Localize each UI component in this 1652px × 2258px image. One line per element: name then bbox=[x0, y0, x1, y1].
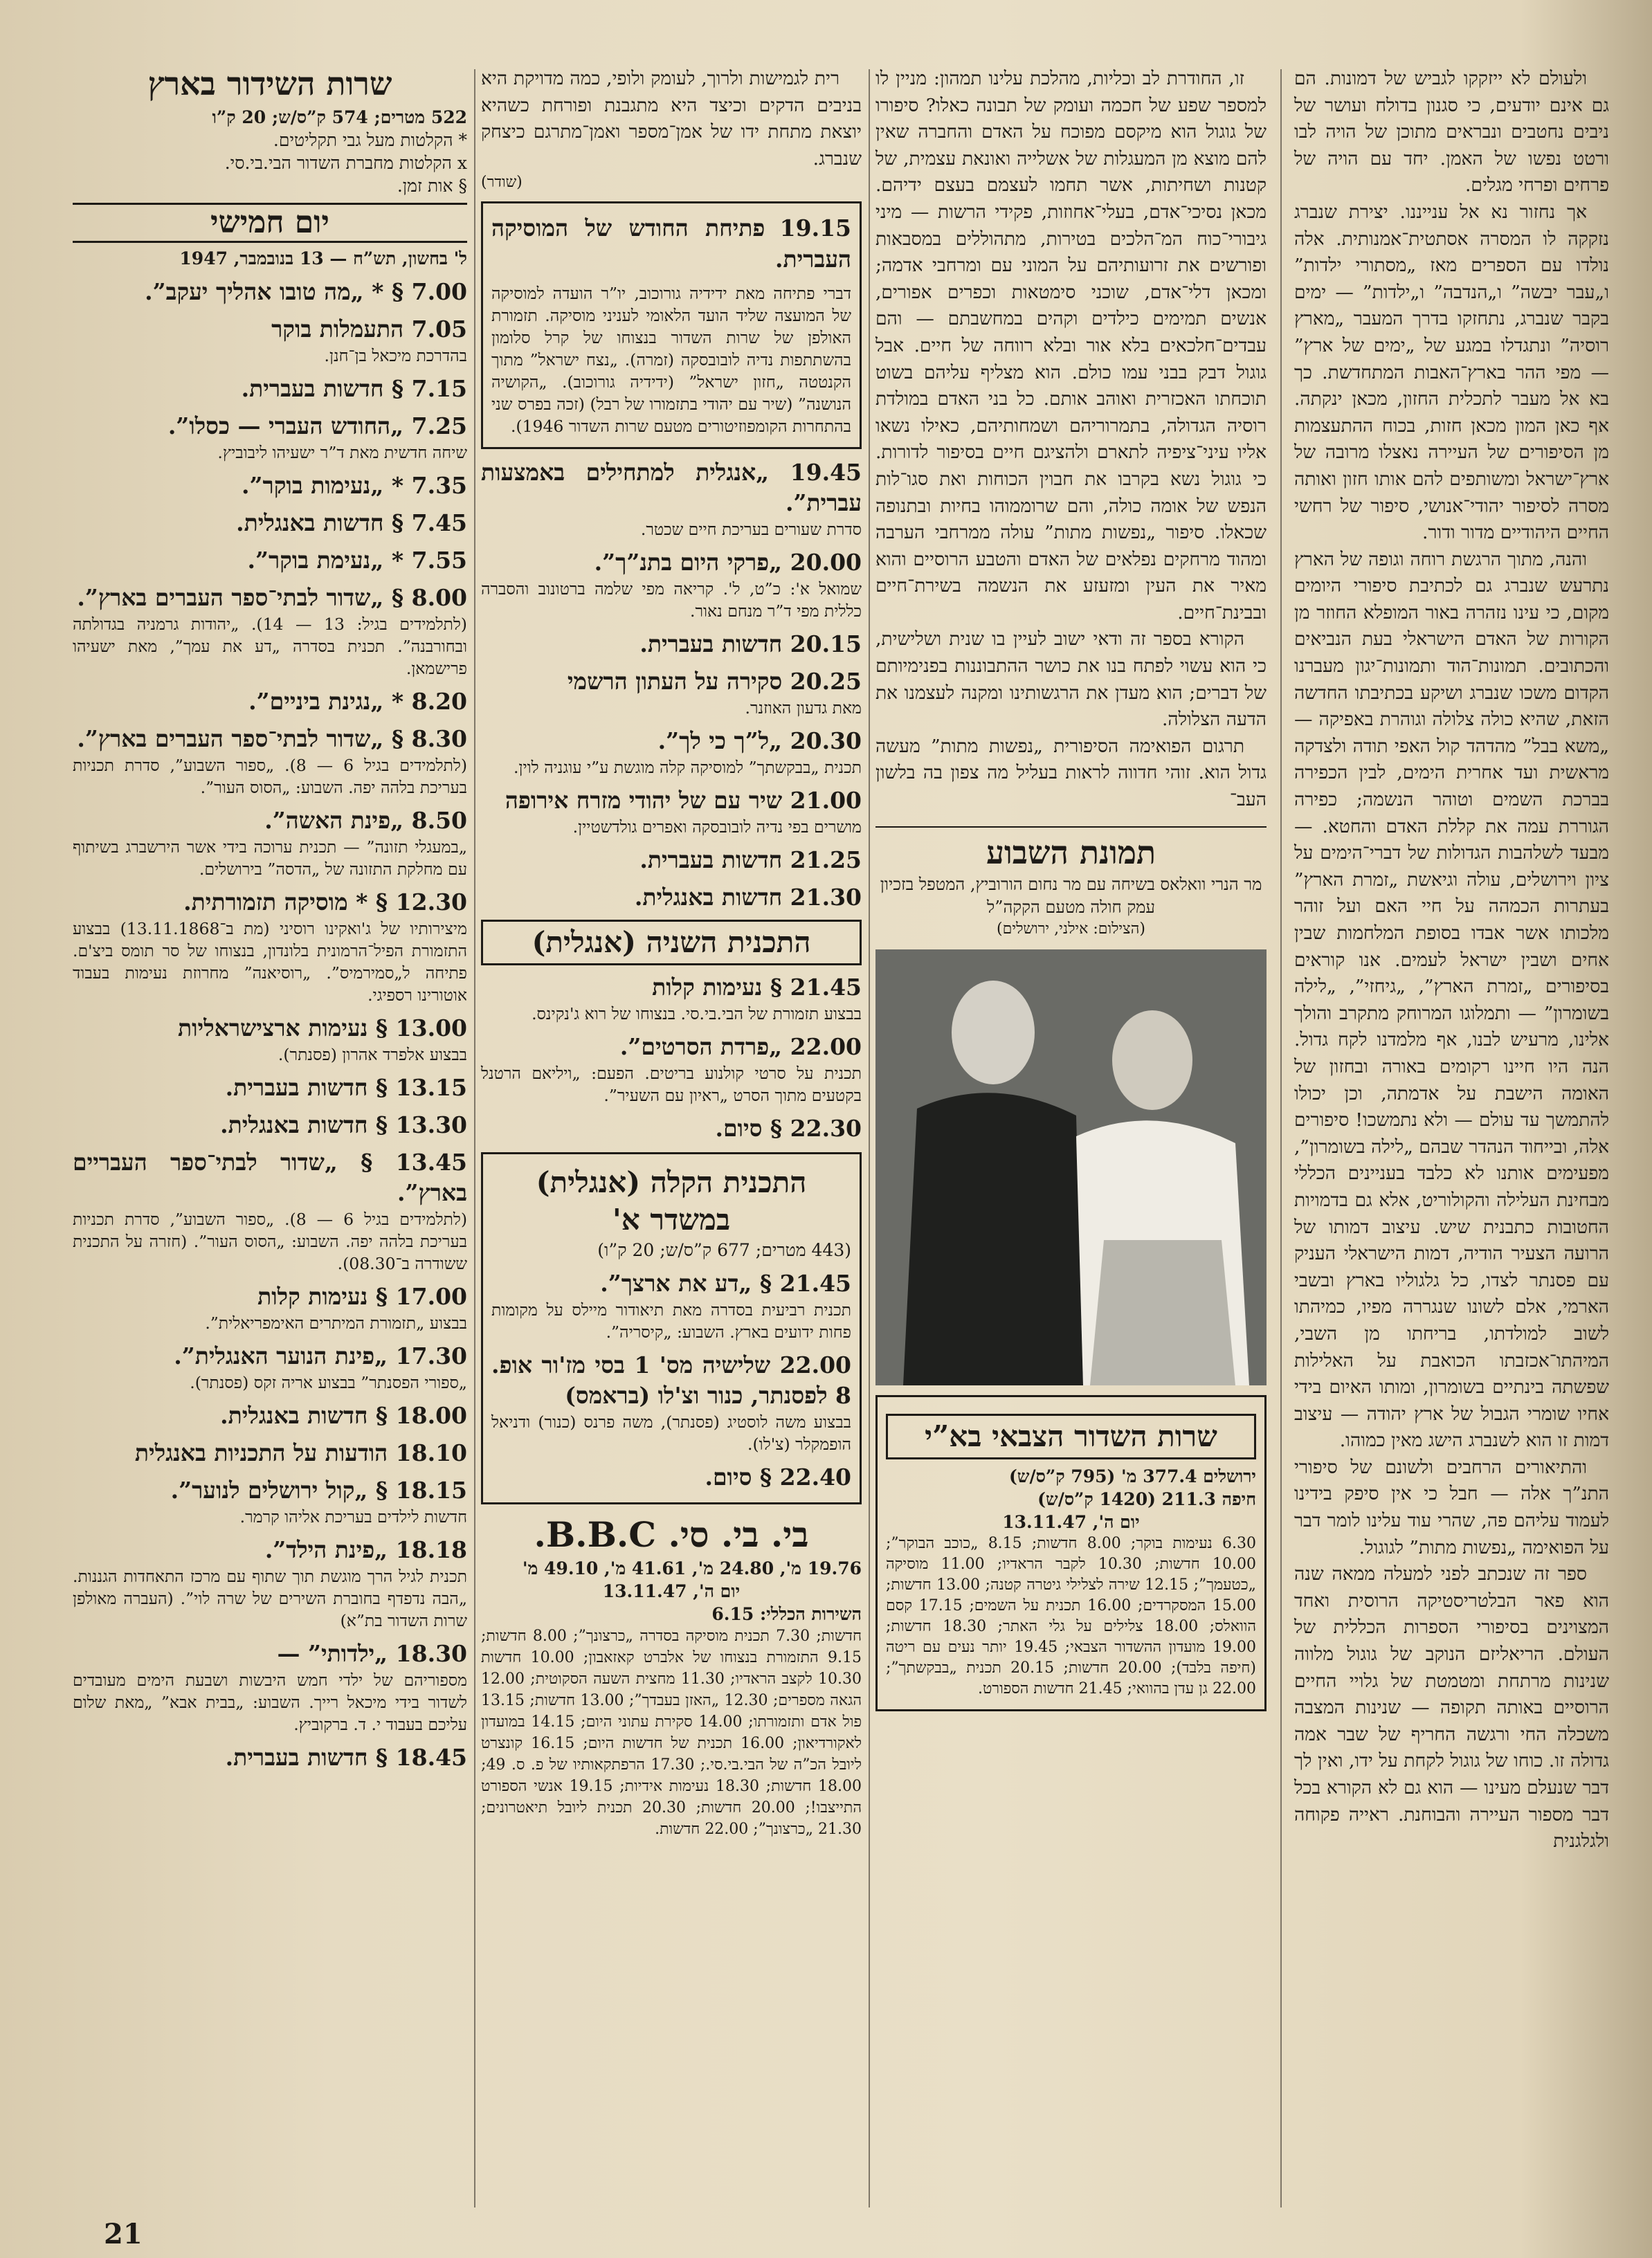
column-divider bbox=[1280, 69, 1282, 2207]
listing-item: 13.00 § נעימות ארצישראליות בבצוע אלפרד אהרון (פסנתר). bbox=[177, 1014, 467, 1064]
listing-item: 20.15 חדשות בעברית. bbox=[639, 630, 862, 657]
listing-item: 22.30 § סיום. bbox=[715, 1114, 862, 1142]
column-divider bbox=[474, 69, 475, 2207]
listing-item: 8.00 § „שדור לבתי־ספר העברים בארץ”. (לתלמידים בגיל: 13 — 14). „יהודות גרמניה בגדולתה ובחורבנה”. תכנית בסדרה „דע את עמך”, מאת ישעיהו פרישמאן. bbox=[73, 584, 467, 678]
listing-item: 18.30 „ילדותי” — מספוריהם של ילדי חמש היבשות ושבעת הימים מעובדים לשדור בידי מיכאל רייך. השבוע: „בבית אבא” „מאת שלום עליכם בעבוד י. ד. ברקוביץ. bbox=[73, 1640, 467, 1734]
listing-item: 7.15 § חדשות בעברית. bbox=[241, 375, 467, 402]
listing-item: 18.45 § חדשות בעברית. bbox=[225, 1744, 467, 1771]
listing-item: 7.55 * „נעימת בוקר”. bbox=[247, 547, 467, 574]
article-paragraph: תרגום הפואימה הסיפורית „נפשות מתות” מעשה גדול הוא. זוהי חדווה לראות בעליל מה צפון בה בלשון העב־ bbox=[875, 735, 1267, 811]
listing-item: 22.00 „פרדת הסרטים”. תכנית על סרטי קולנוע בריטים. הפעם: „ויליאם הרטנל בקטעים מתוך הסרט „ראיון עם השעיר”. bbox=[481, 1032, 862, 1105]
legend-bbc-recordings: x הקלטות מחברת השדור הבי.בי.סי. bbox=[224, 153, 467, 173]
listing-item: 21.45 § „דע את ארצך”. תכנית רביעית בסדרה מאת תיאודור מיילס על מקומות פחות ידועים בארץ. השבוע: „קיסריה”. bbox=[491, 1269, 851, 1342]
bbc-date: יום ה', 13.11.47 bbox=[602, 1581, 741, 1601]
listing-item: 21.25 חדשות בעברית. bbox=[639, 846, 862, 873]
listing-item: 7.05 התעמלות בוקר בהדרכת מיכאל בן־חנן. bbox=[271, 316, 467, 365]
day-date: ל' בחשון, תש”ח — 13 בנובמבר, 1947 bbox=[179, 248, 467, 268]
article-paragraph: הקורא בספר זה ודאי ישוב לעיין בו שנית ושלישית, כי הוא עשוי לפתח בנו את כושר ההתבוננות בפנימיותם של דברים; הוא מעדן את הרגשותינו ומקנה לעצמנו את הדעה הצלולה. bbox=[875, 628, 1267, 731]
listing-item: 18.00 § חדשות באנגלית. bbox=[220, 1402, 467, 1429]
photo-illustration bbox=[875, 949, 1267, 1385]
listing-item: 18.15 § „קול ירושלים לנוער”. חדשות לילדים בעריכת אליהו קרמר. bbox=[170, 1477, 467, 1527]
listing-item: 20.00 „פרקי היום בתנ”ך”. שמואל א': כ”ט, ל'. קריאה מפי שלמה ברטונוב והסברה כללית מפי ד”ר מנחם נאור. bbox=[481, 548, 862, 621]
army-broadcast-box bbox=[875, 1395, 1267, 1711]
listing-item: 18.18 „פינת הילד”. תכנית לגיל הרך מוגשת תוך שתוף עם מרכז התאחדות הגננות. „הבה נדפדף בחוברת השירים של שרה לוי”. (העברה מאולפן שרות השדור בת”א) bbox=[73, 1536, 467, 1630]
article-paragraph: ספר זה שנכתב לפני למעלה ממאה שנה הוא פאר הבלטריסטיקה הרוסית ואחד המצוינים בסיפורי הספרות הכללית של העולם. הריאליזם הנוקב של גוגול מלווה שנינות מרתחת ומטמטת של גלויי החיים הרוסיים באותה תקופה — שנינות המצבה משכלה החי ורגשה החריף של שבר אמה גדולה זו. כוחו של גוגול לקחת על ידו, ואין לך דבר שנעלם מעינו — הוא גם לא הקורא בכל דבר מספור העיירה והבוחנת. ראייה פקוחה ולגלגנית bbox=[1294, 1563, 1609, 1852]
listings-column-middle bbox=[481, 66, 862, 1840]
army-broadcast-title: שרות השדור הצבאי בא”י bbox=[886, 1414, 1256, 1459]
photo-credit: (הצילום: אילני, ירושלים) bbox=[997, 920, 1145, 938]
listing-item: 8.50 „פינת האשה”. „במעגלי תזונה” — תכנית ערוכה בידי אשר הירשברג בשיתוף עם מחלקת התזונה של „הדסה” בירושלים. bbox=[73, 807, 467, 879]
army-frequency-jerusalem: ירושלים 377.4 מ' (795 ק”ס/ש) bbox=[1008, 1466, 1256, 1486]
listing-item: 7.25 „החודש העברי — כסלו”. שיחה חדשית מאת ד”ר ישעיהו ליבוביץ. bbox=[167, 412, 467, 462]
listing-item: 17.00 § נעימות קלות בבצוע „תזמורת המיתרים האימפריאלית”. bbox=[205, 1283, 467, 1333]
light-program-frequency: (443 מטרים; 677 ק”ס/ש; 20 ק”ו) bbox=[597, 1239, 851, 1260]
article-paragraph: והנה, מתוך הרגשת רוחה וגופה של הארץ נתרעש שנברג גם לכתיבת סיפורי היומים מקום, כי עינו נזהרה באור המופלא החוזר מן הקורות של האדם הישראלי בעת הנביאים והכתובים. תמונות־הוד ותמונות־יגון מעברנו הקדום משכו שנברג ושיקע בכתיבתו החדשה הזאת, שהיא כולה צלולה וגוהרת באפיקה — „משא בבל” מהדהד קול האפי תודה ולצדקה מראשית ועד אחרית הימים, לבין הכפירה בברכת השמים וטוהר הנשמה; כפירה הגוררת עמה את קללת האדם והחטא. — מבעד לשלהבות הגדולות של דברי־הימים על ציון וירושלים, עולה וגיאשת „זמרת הארץ” בעתרות הכמהה על חיי האם ועל זוהר מלכותו אשר אבדו בסופת המלחמות שבין אחים ושבין ישראל לעמים. אנו קוראים בסיפורים „זמרת הארץ”, „גיחזי”, „לילה בשומרון” — ותמלוגו המרוחק מתקרב והולך אלינו, מרעיש לבנו, אף מלמדנו לקח גדול. הנה היו חיינו רקומים באורה ובחזון של האומה הישבת על אדמתה, וכן יכולו להתמשך עד עולם — ולא נתמשכו! סיפורים אלה, ובייחוד הנהדר שבהם „לילה בשומרון”, מפעימים אותנו לא כלבד בעניינים הכללי מבחינת העלילה והקולוריט, אלא גם בדמויות החטובות כתבנית שיש. עיצוב דמותו של הרועה הצעיר הודיה, דמות הישראלי העניק עם פסנתר לצדו, כל גלגוליו בארץ ובשבי הארמי, אלם לשונו שנגררה מפיו, כמיהתו לשוב למולדתו, בריחתו מן השבי, המיהתו־אכזבתו הכואבת על האלילות שפשתה בינתיים בשומרון, ומותו האיום בידי אחיו שומרי הגבול של ארץ יהודה — עיצוב דמות זו הוא לשנברג הישג מאין כמוהו. bbox=[1294, 548, 1609, 1452]
column-divider bbox=[869, 69, 870, 2207]
listing-item: 18.10 הודעות על התכניות באנגלית bbox=[134, 1439, 467, 1466]
listing-item: 13.15 § חדשות בעברית. bbox=[225, 1074, 467, 1101]
bbc-frequencies: 19.76 מ', 24.80 מ', 41.61 מ', 49.10 מ' bbox=[522, 1558, 862, 1578]
radio-service-frequency: 522 מטרים; 574 ק”ס/ש; 20 ק”ו bbox=[212, 107, 467, 127]
article-column-right bbox=[1294, 66, 1609, 1855]
listing-description: דברי פתיחה מאת ידידיה גורוכוב, יו”ר הועדה למוסיקה של המועצה שליד הועד הלאומי לעניני מוסיקה. תזמורת האולפן של שרות השדור בנצוחו של קרל סלומון בהשתתפות נדיה לובובסקה (זמרה). „נצח ישראל” מתוך הקנטטה „חזון ישראל” (ידידיה גורוכוב). „הקושיה הנושנה” (שיר עם יהודי בתזמורו של רבל) (זכה בפרס שני בהתחרות הקומפוזיטורים מטעם שרות השדור 1946). bbox=[491, 283, 851, 436]
bbc-section bbox=[481, 1513, 862, 1840]
article-paragraph: ולעולם לא ייזקקו לגביש של דמונות. הם גם אינם יודעים, כי סגנון בדולח ועושר של ניבים נחטבים ונבראים מתוכן של הויה לבו ורטט נפשו של האמן. יחד עם הויה של פרחים ופרחי מגלים. bbox=[1294, 68, 1609, 197]
listing-item: 21.30 חדשות באנגלית. bbox=[634, 883, 862, 911]
music-month-box bbox=[481, 201, 862, 448]
bbc-subtitle: השירות הכללי: 6.15 bbox=[711, 1603, 862, 1624]
article-paragraph: זו, החודרת לב וכליות, מהלכת עלינו תמהון: מניין לו למספר שפע של חכמה ועומק של תבונה כאלו? סיפורו של גוגול הוא מיקסם מפוכח על האדם והחברה שאין להם מוצא מן המעגלות של אשלייה ואונאת עצמית, של קטנות ושחיתות, אשר תחמו לעצמם בעצם ידיהם. מכאן נסיכי־אדם, בעלי־אחוזות, פקידי הרשות — מיני גיבורי־כוח המ־הלכים בטירות, מתהוללים במסבאות ופורשים את זרועותיהם על המוני עם ומרחבי אדמה; ומכאן דלי־אדם, שוכני סימטאות וכפרים אפורים, אנשים תמימים כילדים וקהים במחשבתם — והם עבדים־חלכאים בלא אור ובלא רווחה של חיים. אבל גוגול דבק בבני עמו כולם. הוא מצליף עליהם בשוט תוכחתו האכזרית ואוהב אותם. כל בני האדם במולדת רוסיה הגדולה, בתמרוריהם ושמחותיהם, כאילו נשאו אליו עיני־ציפיה לתארם ולהציגם חיים בסיפור לדורות. כי גוגול נשא בקרבו את חבוין הכוחות ואת סגו־לות הנפש של אומה כולה, והם שרוממוהו בחיות ובתנופה שכאלו. סיפור „נפשות מתות” עולה ממרחבי הערבה ומהוד מרחקים נפלאים של האדם והטבע הרוסיים והוא מאיר את העין ומזעזע את הנשמה בשירת־חיים ובבינת־חיים. bbox=[875, 68, 1267, 623]
article-paragraph: והתיאורים הרחבים ולשונם של סיפורי התנ”ך אלה — חבל כי אין סיפק בידינו לעמוד עליהם פה, שהרי עוד עלינו לומר דבר על הפואימה „נפשות מתות” לגוגול. bbox=[1294, 1456, 1609, 1558]
light-program-title: התכנית הקלה (אנגלית) במשדר א' bbox=[536, 1165, 807, 1237]
legend-time-signal: § אות זמן. bbox=[397, 176, 467, 196]
second-program-title: התכנית השניה (אנגלית) bbox=[481, 920, 862, 965]
army-broadcast-date: יום ה', 13.11.47 bbox=[1002, 1511, 1140, 1532]
listing-item: 20.30 „ל”ך כי לך”. תכנית „בבקשתך” למוסיקה קלה מוגשת ע”י עוגניה לוין. bbox=[514, 727, 862, 777]
photo-section-title: תמונת השבוע bbox=[875, 826, 1267, 873]
article-ending: רית לגמישות ולרוך, לעומק ולופי, כמה מדויקת היא בניבים הדקים וכיצד היא מתגבנת ופורחת כשהיא יוצאת מתחת ידו של אמן־מספר ואמן־מתרגם כיצחק שנברג. bbox=[481, 68, 862, 170]
listing-item: 8.30 § „שדור לבתי־ספר העברים בארץ”. (לתלמידים בגיל 6 — 8). „ספור השבוע”, סדרת תכניות בעריכת בלהה יפה. השבוע: „הסוס העור”. bbox=[73, 725, 467, 797]
listing-item: 17.30 „פינת הנוער האנגלית”. „ספורי הפסנתר” בבצוע אריה זקס (פסנתר). bbox=[174, 1342, 467, 1392]
listing-time: 19.15 bbox=[779, 215, 851, 242]
article-column-second bbox=[875, 66, 1267, 1720]
photo-caption: מר הנרי וואלאס בשיחה עם מר נחום הורוביץ, המטפל בזכיון עמק חולה מטעם הקקה”ל bbox=[880, 874, 1262, 917]
page-number: 21 bbox=[104, 2218, 143, 2250]
army-frequency-haifa: חיפה 211.3 (1420 ק”ס/ש) bbox=[1037, 1488, 1256, 1509]
listing-item: 7.45 § חדשות באנגלית. bbox=[236, 509, 467, 536]
article-sign-off: (שודר) bbox=[481, 174, 523, 192]
bbc-title: בי. בי. סי. B.B.C. bbox=[534, 1513, 809, 1555]
listing-item: 22.00 שלישיה מס' 1 בסי מז'ור אופ. 8 לפסנתר, כנור וצ'לו (בראמס) בבצוע משה לוסטיג (פסנתר), משה פרנס (כנור) ודניאל הופמקלר (צ'לו). bbox=[491, 1351, 851, 1454]
day-heading: יום חמישי bbox=[73, 203, 467, 243]
light-program-box bbox=[481, 1152, 862, 1504]
article-paragraph: אך נחזור נא אל ענייננו. יצירת שנברג נזקקה לו המסרה אסתטית־אמנותית. אלה נולדו עם הספרים מאז „מסתורי ילדות” ו„עבר יבשה” ו„הנדבה” ו„ילדות” — ימים בקבר שנברג, נתחזקו בדרך המעבר „מארץ רוסיה” ונתגדלו במגע של „ימים של ארץ” — מפי ההר בארץ־האבות המתחדשת. כך בא אל מעבר לתכלית החזון, מכאן ינקתה. אף כאן המון מכאן חזות, בכוח ההתעצמות מן הסיפורים של העיירה נאצלו מרובה של ארץ־ישראל ומשותפים להם אותו חזון ואותה מסרה לסיפור יהודי־אנושי, סיפור של רחשי החיים היהודיים מדור ודור. bbox=[1294, 201, 1609, 544]
listing-item: 19.45 „אנגלית למתחילים באמצעות עברית”. סדרת שעורים בעריכת חיים שכטר. bbox=[481, 458, 862, 539]
listing-item: 7.00 § * „מה טובו אהליך יעקב”. bbox=[145, 278, 467, 305]
listing-title: פתיחת החודש של המוסיקה העברית. bbox=[491, 215, 851, 273]
listings-column-left bbox=[73, 66, 467, 1773]
listing-item: 12.30 § * מוסיקה תזמורתית. מיצירותיו של ג'ואקינו רוסיני (מת ב־13.11.1868) בבצוע התזמורת הפיל־הרמונית בלונדון, בנצוחו של סר תומס ביצ'ם. פתיחה ל„סמירמיס”. „רוסיאנה” מחרוזת נעימות בעבוד אוטורינו רספיגי. bbox=[73, 889, 467, 1005]
listing-item: 21.00 שיר עם של יהודי מזרח אירופה מושרים בפי נדיה לובובסקה ואפרים גולדשטיין. bbox=[505, 786, 862, 837]
listing-item: 7.35 * „נעימות בוקר”. bbox=[242, 472, 467, 499]
news-photo bbox=[875, 949, 1267, 1385]
listing-item: 13.45 § „שדור לבתי־ספר העבריים בארץ”. (לתלמידים בגיל 6 — 8). „ספור השבוע”, סדרת תכניות בעריכת בלהה יפה. השבוע: „הסוס העור”. (חזרה על התכנית ששודרה ב־08.30). bbox=[73, 1149, 467, 1273]
radio-service-title: שרות השידור בארץ bbox=[147, 65, 392, 102]
listing-item: 13.30 § חדשות באנגלית. bbox=[220, 1111, 467, 1138]
listing-item: 22.40 § סיום. bbox=[705, 1463, 851, 1491]
army-broadcast-listing: 6.30 נעימות בוקר; 8.00 חדשות; 8.15 „כוכב הבוקר”; 10.00 חדשות; 10.30 לקבר הראדיו; 11.00 מוסיקה „כטעמך”; 12.15 שירה לצלילי גיטרה קטנה; 13.00 חדשות; 15.00 המסקרדים; 16.00 תכנית על השמים; 17.15 קסם הוואלס; 18.00 צלילים על גלי האתר; 18.30 חדשות; 19.00 מועדון ההשדור הצבאי; 19.45 יותר נעים עם ריטה (חיפה בלבד); 20.00 חדשות; 20.15 תכנית „בבקשתך”; 22.00 גן עדן בהוואי; 21.45 חדשות הספורט. bbox=[886, 1534, 1257, 1697]
listing-item: 20.25 סקירה על העתון הרשמי מאת גדעון האוזנר. bbox=[567, 667, 862, 718]
listing-item: 8.20 * „נגינת ביניים”. bbox=[248, 688, 467, 715]
legend-recordings: * הקלטות מעל גבי תקליטים. bbox=[273, 130, 467, 150]
listing-item: 21.45 § נעימות קלות בבצוע תזמורת של הבי.בי.סי. בנצוחו של רוא ג'נקינס. bbox=[532, 973, 862, 1023]
bbc-listing: חדשות; 7.30 תכנית מוסיקה בסדרה „כרצונך”; 8.00 חדשות; 9.15 התזמורת בנצוחו של אלברט קאזאבון; 10.00 חדשות 10.30 לקצב הראדיו; 11.30 מחצית השעה הסקוטית; 12.00 הגאה מספרים; 12.30 „האזן בעבדך”; 13.00 חדשות; 13.15 פול אדם ותזמורתו; 14.00 סקירת עתוני היום; 14.15 במועדון לאקורדיאון; 16.00 תכנית של חדשות היום; 16.15 קונצרט ליובל הכ”ה של הבי.בי.סי.; 17.30 הרפתקאותיו של פ. ס. 49; 18.00 חדשות; 18.30 נעימות אידיות; 19.15 אנשי הספורט התייצבו!; 20.00 חדשות; 20.30 תכנית ליובל תיאטרונים; 21.30 „כרצונך”; 22.00 חדשות. bbox=[481, 1627, 862, 1838]
